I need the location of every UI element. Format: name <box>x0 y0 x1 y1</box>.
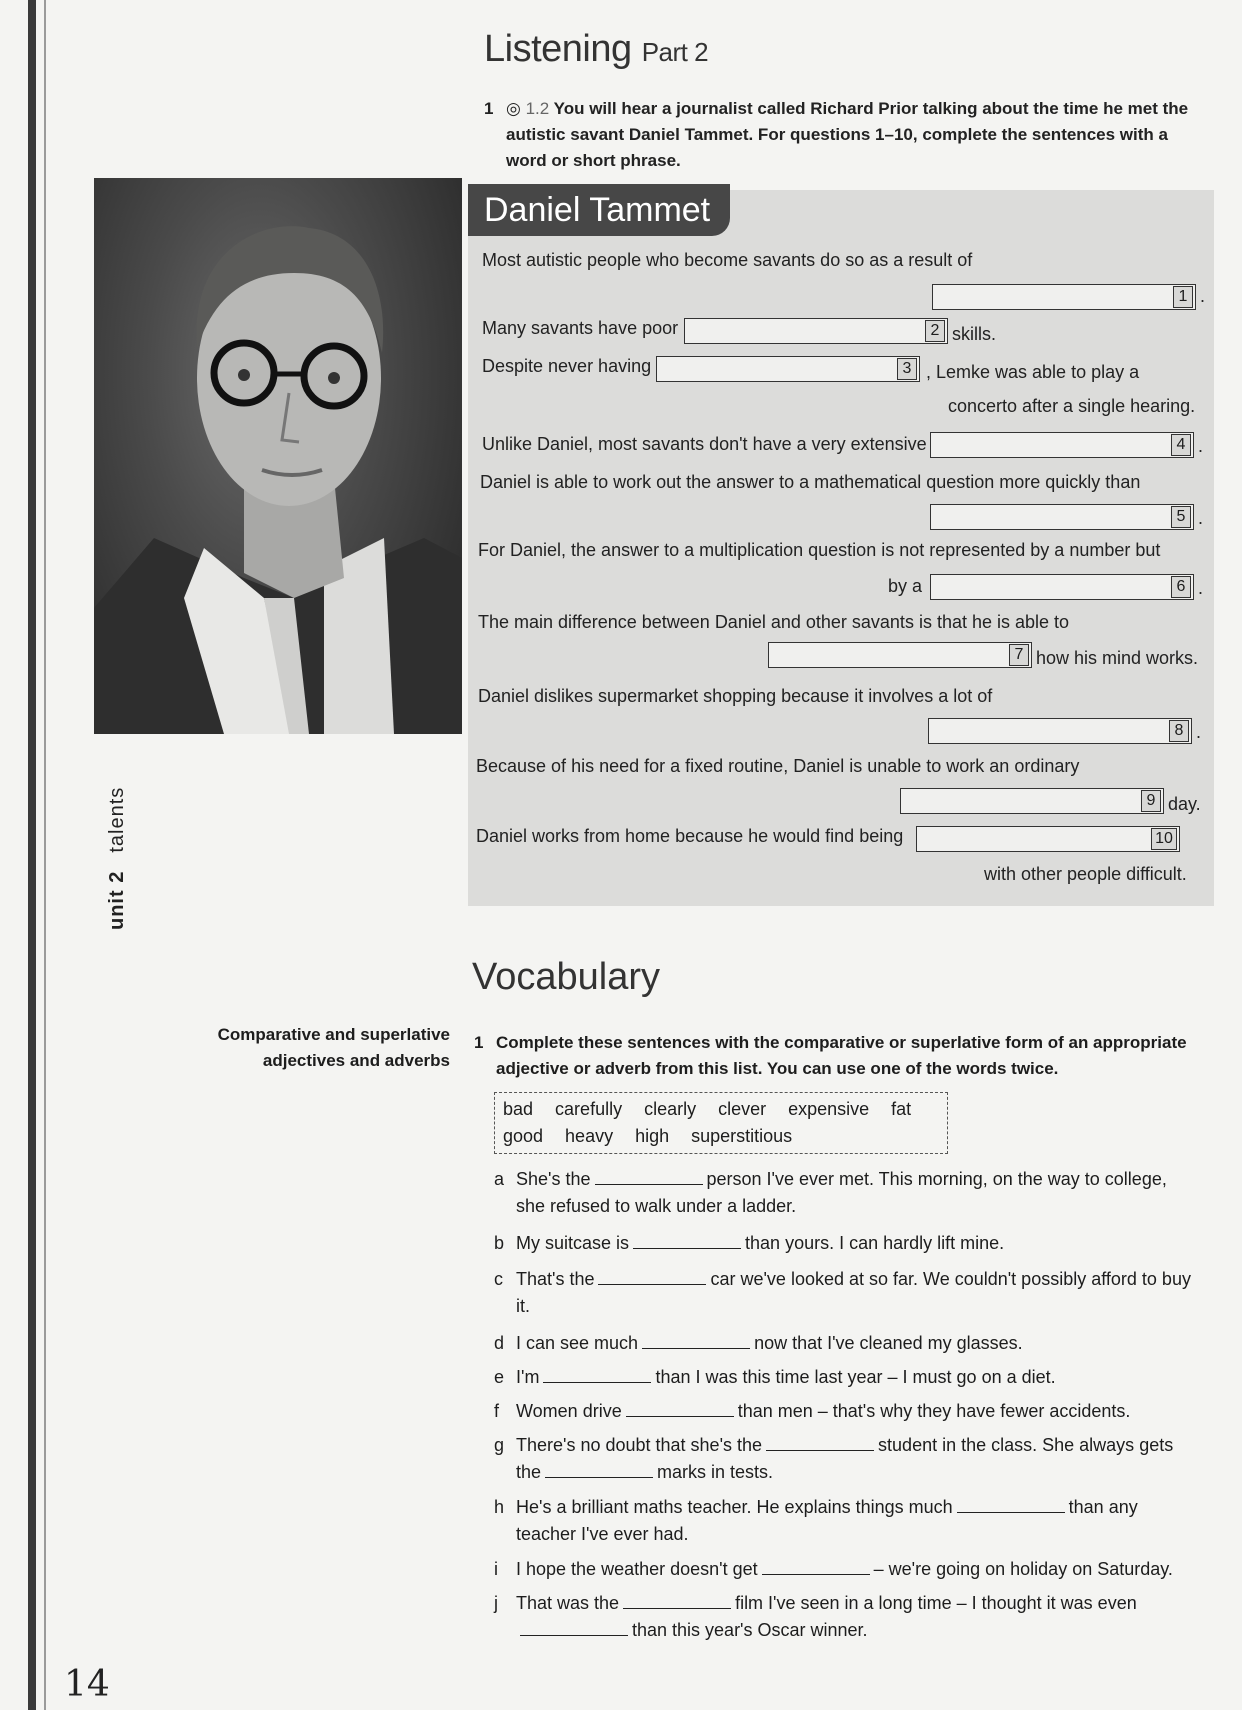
answer-blank[interactable] <box>623 1592 731 1609</box>
box-number: 7 <box>1009 644 1029 666</box>
box-number: 9 <box>1141 790 1161 812</box>
answer-box-10[interactable] <box>916 826 1180 852</box>
sentence-i <box>494 1556 1194 1583</box>
answer-blank[interactable] <box>626 1400 734 1417</box>
page-binding-line <box>44 0 46 1710</box>
word: clever <box>718 1099 767 1119</box>
sentence-text: I can see much <box>516 1333 639 1353</box>
sentence-text: than this year's Oscar winner. <box>632 1620 868 1640</box>
sentence-text: person I've ever met. This morning, on the way to college, she refused to walk under a ladder. <box>516 1169 1167 1216</box>
sentence-text: – we're going on holiday on Saturday. <box>873 1559 1173 1579</box>
answer-blank[interactable] <box>633 1232 741 1249</box>
sentence-text: I'm <box>516 1367 540 1387</box>
sentence-b <box>494 1230 1194 1257</box>
sentence-text: He's a brilliant maths teacher. He explains things much <box>516 1497 953 1517</box>
answer-box-6[interactable] <box>930 574 1194 600</box>
vocabulary-side-heading: Comparative and superlative adjectives and adverbs <box>217 1025 450 1070</box>
question-3-end: concerto after a single hearing. <box>948 396 1196 416</box>
answer-blank[interactable] <box>543 1366 651 1383</box>
answer-blank[interactable] <box>520 1619 628 1636</box>
portrait-photo <box>94 178 462 734</box>
sentence-h <box>494 1494 1194 1548</box>
sentence-text: She's the <box>516 1169 591 1189</box>
sentence-text: My suitcase is <box>516 1233 630 1253</box>
answer-box-8[interactable] <box>928 718 1192 744</box>
portrait-illustration <box>94 178 462 734</box>
question-4-text: Unlike Daniel, most savants don't have a very extensive <box>482 434 927 454</box>
word: good <box>503 1126 544 1146</box>
unit-side-label <box>106 787 129 930</box>
word-list-box <box>494 1092 948 1154</box>
sentence-text: car we've looked at so far. We couldn't possibly afford to buy it. <box>516 1269 1191 1316</box>
sentence-letter: j <box>494 1593 498 1613</box>
answer-box-3[interactable] <box>656 356 920 382</box>
word-row-1 <box>503 1096 939 1123</box>
word: heavy <box>565 1126 614 1146</box>
question-10-end: with other people difficult. <box>984 864 1187 884</box>
sentence-letter: g <box>494 1435 505 1455</box>
word: fat <box>891 1099 912 1119</box>
sentence-text: That was the <box>516 1593 620 1613</box>
question-8-text: Daniel dislikes supermarket shopping because it involves a lot of <box>478 686 993 706</box>
instruction-text: Complete these sentences with the comparative or superlative form of an appropriate adjective or adverb from this list. You can use one of the words twice. <box>496 1033 1187 1078</box>
answer-blank[interactable] <box>545 1461 653 1478</box>
page-binding <box>28 0 36 1710</box>
sentence-letter: d <box>494 1333 505 1353</box>
question-3-text: Despite never having <box>482 356 652 376</box>
question-10-text: Daniel works from home because he would find being <box>476 826 904 846</box>
question-7-text: The main difference between Daniel and other savants is that he is able to <box>478 612 1070 632</box>
sentence-j <box>494 1590 1194 1644</box>
question-2-text: Many savants have poor <box>482 318 679 338</box>
listening-instruction <box>484 96 1210 174</box>
vocabulary-instruction <box>474 1030 1194 1082</box>
sentence-c <box>494 1266 1194 1320</box>
sentence-letter: c <box>494 1269 503 1289</box>
box-number: 1 <box>1173 286 1193 308</box>
word: bad <box>503 1099 534 1119</box>
sentence-text: than I was this time last year – I must go on a diet. <box>655 1367 1056 1387</box>
question-1-period: . <box>1200 286 1206 306</box>
sentence-text: That's the <box>516 1269 595 1289</box>
cd-track: 1.2 <box>525 99 550 118</box>
sentence-text: Women drive <box>516 1401 622 1421</box>
box-number: 4 <box>1171 434 1191 456</box>
sentence-text: now that I've cleaned my glasses. <box>754 1333 1023 1353</box>
sentence-letter: f <box>494 1401 500 1421</box>
answer-box-7[interactable] <box>768 642 1032 668</box>
page-number: 14 <box>64 1664 110 1705</box>
word-row-2 <box>503 1123 939 1150</box>
answer-box-4[interactable] <box>930 432 1194 458</box>
answer-blank[interactable] <box>598 1268 706 1285</box>
sentence-d <box>494 1330 1194 1357</box>
sentence-letter: a <box>494 1169 505 1189</box>
word: carefully <box>555 1099 623 1119</box>
question-6-period: . <box>1198 578 1204 598</box>
question-3-mid: , Lemke was able to play a <box>926 362 1140 382</box>
box-number: 6 <box>1171 576 1191 598</box>
question-8-period: . <box>1196 722 1202 742</box>
cd-icon: ◎ <box>506 99 521 118</box>
question-7-end: how his mind works. <box>1036 648 1199 668</box>
box-number: 10 <box>1151 828 1177 850</box>
sentence-letter: b <box>494 1233 505 1253</box>
question-1-text: Most autistic people who become savants do so as a result of <box>482 250 973 270</box>
sentence-text: student in the class. She always gets the <box>516 1435 1174 1482</box>
word: clearly <box>644 1099 697 1119</box>
listening-title: Listening <box>484 28 632 70</box>
unit-number: unit 2 <box>106 870 128 930</box>
sentence-text: I hope the weather doesn't get <box>516 1559 758 1579</box>
sentence-letter: e <box>494 1367 505 1387</box>
instruction-text: You will hear a journalist called Richard Prior talking about the time he met the autistic savant Daniel Tammet. For questions 1–10, complete the sentences with a word or short phrase. <box>506 99 1189 170</box>
panel-title: Daniel Tammet <box>468 184 730 236</box>
sentence-text: than men – that's why they have fewer accidents. <box>737 1401 1131 1421</box>
answer-blank[interactable] <box>595 1168 703 1185</box>
answer-blank[interactable] <box>766 1434 874 1451</box>
answer-blank[interactable] <box>642 1332 750 1349</box>
sentence-e <box>494 1364 1194 1391</box>
answer-box-5[interactable] <box>930 504 1194 530</box>
question-5-period: . <box>1198 508 1204 528</box>
instruction-number: 1 <box>484 99 494 118</box>
listening-heading <box>484 28 708 71</box>
listening-part: Part 2 <box>641 37 709 67</box>
vocabulary-heading: Vocabulary <box>472 956 661 998</box>
answer-box-1[interactable] <box>932 284 1196 310</box>
sentence-letter: i <box>494 1559 498 1579</box>
sentence-text: There's no doubt that she's the <box>516 1435 763 1455</box>
question-6-text: For Daniel, the answer to a multiplication question is not represented by a number but <box>478 540 1161 560</box>
answer-box-9[interactable] <box>900 788 1164 814</box>
question-6-by: by a <box>888 576 923 596</box>
box-number: 3 <box>897 358 917 380</box>
sentence-a <box>494 1166 1194 1220</box>
box-number: 5 <box>1171 506 1191 528</box>
unit-topic: talents <box>106 786 128 853</box>
question-2-end: skills. <box>952 324 996 344</box>
box-number: 8 <box>1169 720 1189 742</box>
question-9-text: Because of his need for a fixed routine, Daniel is unable to work an ordinary <box>476 756 1080 776</box>
sentence-g <box>494 1432 1194 1486</box>
question-5-text: Daniel is able to work out the answer to a mathematical question more quickly than <box>480 472 1141 492</box>
question-4-period: . <box>1198 436 1204 456</box>
sentence-f <box>494 1398 1194 1425</box>
box-number: 2 <box>925 320 945 342</box>
answer-blank[interactable] <box>762 1558 870 1575</box>
sentence-letter: h <box>494 1497 505 1517</box>
question-9-end: day. <box>1168 794 1201 814</box>
answer-blank[interactable] <box>957 1496 1065 1513</box>
sentence-text: film I've seen in a long time – I thought it was even <box>735 1593 1137 1613</box>
sentence-text: than any teacher I've ever had. <box>516 1497 1138 1544</box>
sentence-text: marks in tests. <box>657 1462 774 1482</box>
answer-box-2[interactable] <box>684 318 948 344</box>
word: high <box>635 1126 670 1146</box>
instruction-number: 1 <box>474 1033 484 1052</box>
sentence-text: than yours. I can hardly lift mine. <box>745 1233 1005 1253</box>
word: superstitious <box>691 1126 793 1146</box>
word: expensive <box>788 1099 870 1119</box>
